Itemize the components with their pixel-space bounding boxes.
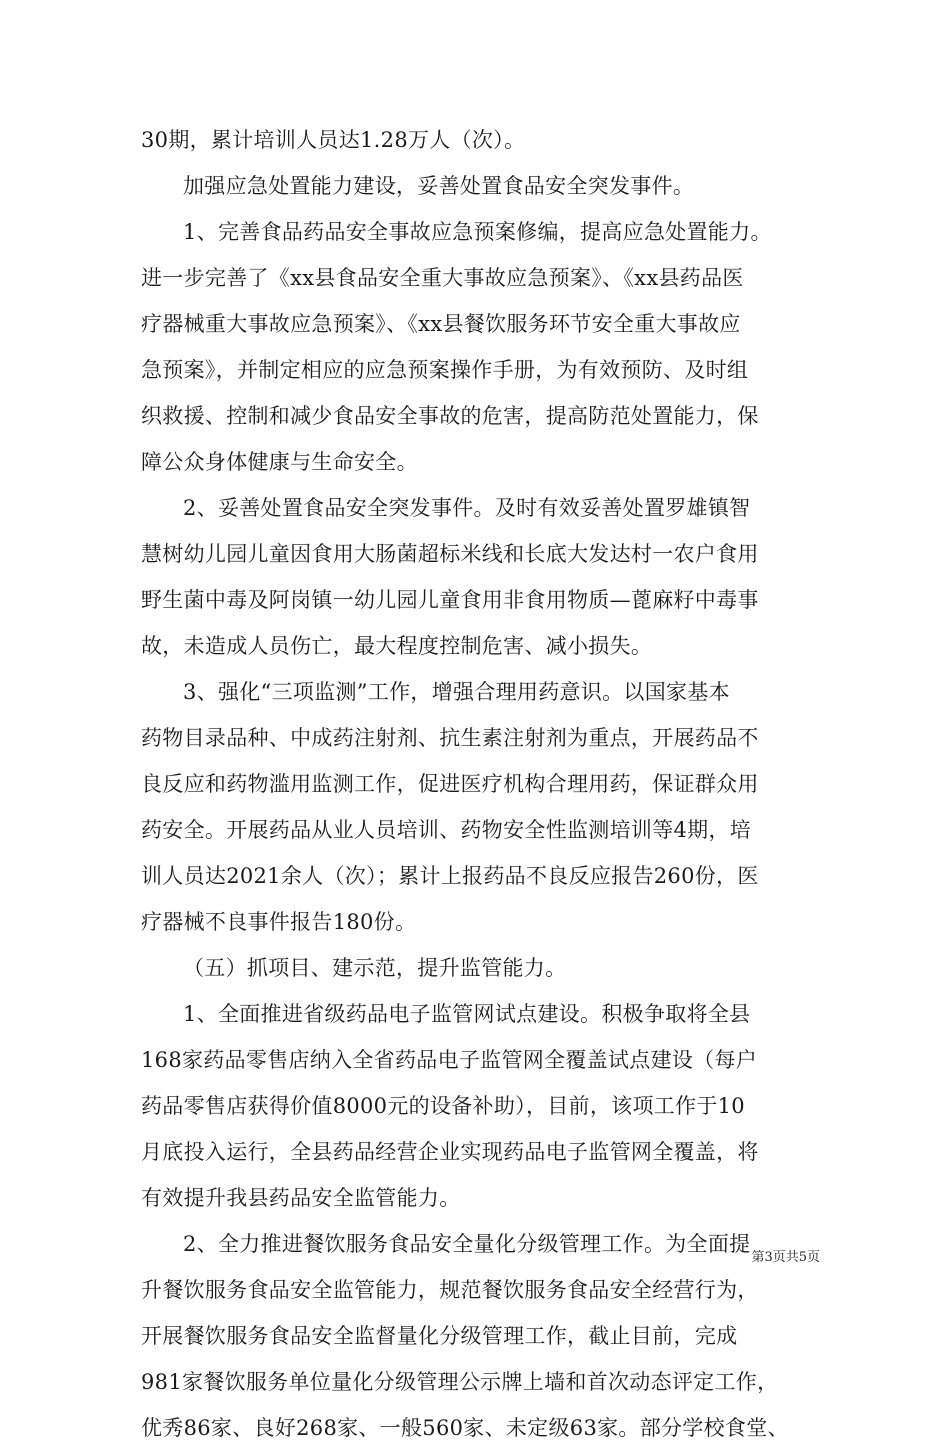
text-line: 疗器械不良事件报告180份。 [141,910,417,934]
text-line: 障公众身体健康与生命安全。 [141,450,418,474]
text-line: 981家餐饮服务单位量化分级管理公示牌上墙和首次动态评定工作， [141,1370,779,1394]
text-line: 月底投入运行，全县药品经营企业实现药品电子监管网全覆盖，将 [141,1140,759,1164]
paragraph-start: 3、强化“三项监测”工作，增强合理用药意识。以国家基本 [183,680,730,704]
page-number: 第3页共5页 [751,1250,820,1265]
text-line: 升餐饮服务食品安全监管能力，规范餐饮服务食品安全经营行为， [141,1278,759,1302]
text-line: 药物目录品种、中成药注射剂、抗生素注射剂为重点，开展药品不 [141,726,759,750]
text-line: 有效提升我县药品安全监管能力。 [141,1186,461,1210]
paragraph-start: 2、全力推进餐饮服务食品安全量化分级管理工作。为全面提 [183,1232,751,1256]
paragraph-start: 1、完善食品药品安全事故应急预案修编，提高应急处置能力。 [183,220,772,244]
text-line: 药安全。开展药品从业人员培训、药物安全性监测培训等4期，培 [141,818,752,842]
text-line: 药品零售店获得价值8000元的设备补助），目前，该项工作于10 [141,1094,745,1118]
text-line: 疗器械重大事故应急预案》、《xx县餐饮服务环节安全重大事故应 [141,312,741,336]
text-line: 进一步完善了《xx县食品安全重大事故应急预案》、《xx县药品医 [141,266,744,290]
text-line: 慧树幼儿园儿童因食用大肠菌超标米线和长底大发达村一农户食用 [141,542,759,566]
paragraph-start: 1、全面推进省级药品电子监管网试点建设。积极争取将全县 [183,1002,751,1026]
text-line: 织救援、控制和减少食品安全事故的危害，提高防范处置能力，保 [141,404,759,428]
text-line: 168家药品零售店纳入全省药品电子监管网全覆盖试点建设（每户 [141,1048,758,1072]
section-heading: （五）抓项目、建示范，提升监管能力。 [183,956,567,980]
text-line: 训人员达2021余人（次）；累计上报药品不良反应报告260份，医 [141,864,759,888]
text-line: 良反应和药物滥用监测工作，促进医疗机构合理用药，保证群众用 [141,772,759,796]
text-line: 急预案》，并制定相应的应急预案操作手册，为有效预防、及时组 [141,358,749,382]
paragraph-start: 2、妥善处置食品安全突发事件。及时有效妥善处置罗雄镇智 [183,496,751,520]
text-line: 野生菌中毒及阿岗镇一幼儿园儿童食用非食用物质—蓖麻籽中毒事 [141,588,759,612]
text-line: 开展餐饮服务食品安全监督量化分级管理工作，截止目前，完成 [141,1324,738,1348]
section-heading: 加强应急处置能力建设，妥善处置食品安全突发事件。 [183,174,695,198]
text-line: 优秀86家、良好268家、一般560家、未定级63家。部分学校食堂、 [141,1416,789,1440]
text-line: 故，未造成人员伤亡，最大程度控制危害、减小损失。 [141,634,653,658]
text-line: 30期，累计培训人员达1.28万人（次）。 [141,128,526,152]
